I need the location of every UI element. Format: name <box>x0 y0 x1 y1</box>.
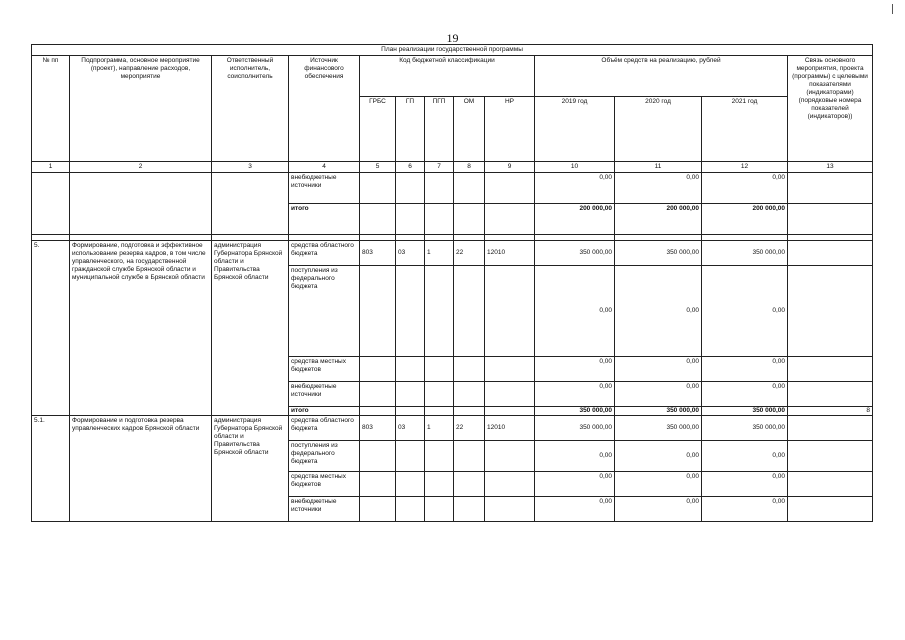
column-number: 13 <box>788 162 873 173</box>
source-cell: поступления из федерального бюджета <box>289 441 360 472</box>
code-pgp: 1 <box>425 416 454 441</box>
amount-2019: 0,00 <box>535 357 615 382</box>
amount-2020: 350 000,00 <box>615 407 702 416</box>
header-row <box>32 56 873 97</box>
header-link: Связь основного мероприятия, проекта (программы) с целевыми показателями (индикаторами) (порядковые номера показателей (индикаторов)) <box>788 56 873 162</box>
code-nr: 12010 <box>485 416 535 441</box>
amount-2019: 350 000,00 <box>535 416 615 441</box>
amount-2021: 0,00 <box>702 441 788 472</box>
amount-2019: 0,00 <box>535 173 615 204</box>
amount-2021: 200 000,00 <box>702 204 788 235</box>
table-title-row <box>32 45 873 56</box>
column-number: 5 <box>360 162 396 173</box>
amount-2021: 0,00 <box>702 472 788 497</box>
header-grbs: ГРБС <box>360 97 396 162</box>
amount-2020: 0,00 <box>615 357 702 382</box>
amount-2020: 0,00 <box>615 173 702 204</box>
amount-2020: 0,00 <box>615 472 702 497</box>
header-gp: ГП <box>396 97 425 162</box>
cell-empty <box>70 173 212 235</box>
code-nr: 12010 <box>485 241 535 266</box>
indicator-link: 8 <box>788 407 873 416</box>
amount-2020: 200 000,00 <box>615 204 702 235</box>
source-cell: средства местных бюджетов <box>289 472 360 497</box>
column-number: 4 <box>289 162 360 173</box>
amount-2019: 0,00 <box>535 472 615 497</box>
code-pgp: 1 <box>425 241 454 266</box>
source-cell: внебюджетные источники <box>289 497 360 522</box>
column-number: 11 <box>615 162 702 173</box>
code-gp: 03 <box>396 241 425 266</box>
source-cell: средства областного бюджета <box>289 416 360 441</box>
amount-2020: 0,00 <box>615 266 702 357</box>
amount-2019: 0,00 <box>535 497 615 522</box>
amount-2021: 0,00 <box>702 357 788 382</box>
scan-mark <box>892 4 893 14</box>
code-om: 22 <box>454 416 485 441</box>
column-number: 3 <box>212 162 289 173</box>
program-name: Формирование, подготовка и эффективное использование резерва кадров, в том числе управленческого, на государственной гражданской службе Брянской области и муниципальной службе в Брянской области <box>70 241 212 416</box>
table-title: План реализации государственной программы <box>32 45 873 56</box>
source-cell: итого <box>289 204 360 235</box>
amount-2019: 0,00 <box>535 266 615 357</box>
program-plan-table <box>31 44 873 522</box>
amount-2019: 350 000,00 <box>535 407 615 416</box>
header-no: № пп <box>32 56 70 162</box>
source-cell: средства областного бюджета <box>289 241 360 266</box>
amount-2021: 350 000,00 <box>702 416 788 441</box>
source-cell: итого <box>289 407 360 416</box>
page-number: 19 <box>446 31 459 45</box>
amount-2019: 350 000,00 <box>535 241 615 266</box>
amount-2020: 350 000,00 <box>615 241 702 266</box>
amount-2021: 350 000,00 <box>702 241 788 266</box>
header-funds: Объём средств на реализацию, рублей <box>535 56 788 97</box>
column-number: 7 <box>425 162 454 173</box>
header-pgp: ПГП <box>425 97 454 162</box>
source-cell: средства местных бюджетов <box>289 357 360 382</box>
cell-empty <box>212 173 289 235</box>
amount-2020: 0,00 <box>615 497 702 522</box>
column-number: 8 <box>454 162 485 173</box>
amount-2020: 0,00 <box>615 441 702 472</box>
header-source: Источник финансового обеспечения <box>289 56 360 162</box>
column-number: 9 <box>485 162 535 173</box>
column-number: 1 <box>32 162 70 173</box>
header-executor: Ответственный исполнитель, соисполнитель <box>212 56 289 162</box>
amount-2021: 0,00 <box>702 173 788 204</box>
executor-name: администрация Губернатора Брянской области и Правительства Брянской области <box>212 416 289 522</box>
header-2019: 2019 год <box>535 97 615 162</box>
amount-2021: 0,00 <box>702 382 788 407</box>
header-2021: 2021 год <box>702 97 788 162</box>
table-row <box>32 173 873 204</box>
program-name: Формирование и подготовка резерва управленческих кадров Брянской области <box>70 416 212 522</box>
row-number: 5.1. <box>32 416 70 522</box>
code-om: 22 <box>454 241 485 266</box>
table-row <box>32 416 873 441</box>
amount-2021: 350 000,00 <box>702 407 788 416</box>
header-program: Подпрограмма, основное мероприятие (проект), направление расходов, мероприятие <box>70 56 212 162</box>
header-2020: 2020 год <box>615 97 702 162</box>
column-number: 10 <box>535 162 615 173</box>
column-number: 6 <box>396 162 425 173</box>
code-grbs: 803 <box>360 416 396 441</box>
source-cell: внебюджетные источники <box>289 382 360 407</box>
code-grbs: 803 <box>360 241 396 266</box>
cell-empty <box>32 173 70 235</box>
amount-2020: 0,00 <box>615 382 702 407</box>
header-om: ОМ <box>454 97 485 162</box>
source-cell: внебюджетные источники <box>289 173 360 204</box>
amount-2019: 0,00 <box>535 382 615 407</box>
column-number-row <box>32 162 873 173</box>
code-gp: 03 <box>396 416 425 441</box>
amount-2020: 350 000,00 <box>615 416 702 441</box>
column-number: 12 <box>702 162 788 173</box>
table-row <box>32 241 873 266</box>
source-cell: поступления из федерального бюджета <box>289 266 360 357</box>
executor-name: администрация Губернатора Брянской области и Правительства Брянской области <box>212 241 289 416</box>
column-number: 2 <box>70 162 212 173</box>
amount-2019: 200 000,00 <box>535 204 615 235</box>
amount-2021: 0,00 <box>702 497 788 522</box>
row-number: 5. <box>32 241 70 416</box>
amount-2021: 0,00 <box>702 266 788 357</box>
header-budget-code: Код бюджетной классификации <box>360 56 535 97</box>
amount-2019: 0,00 <box>535 441 615 472</box>
header-nr: НР <box>485 97 535 162</box>
